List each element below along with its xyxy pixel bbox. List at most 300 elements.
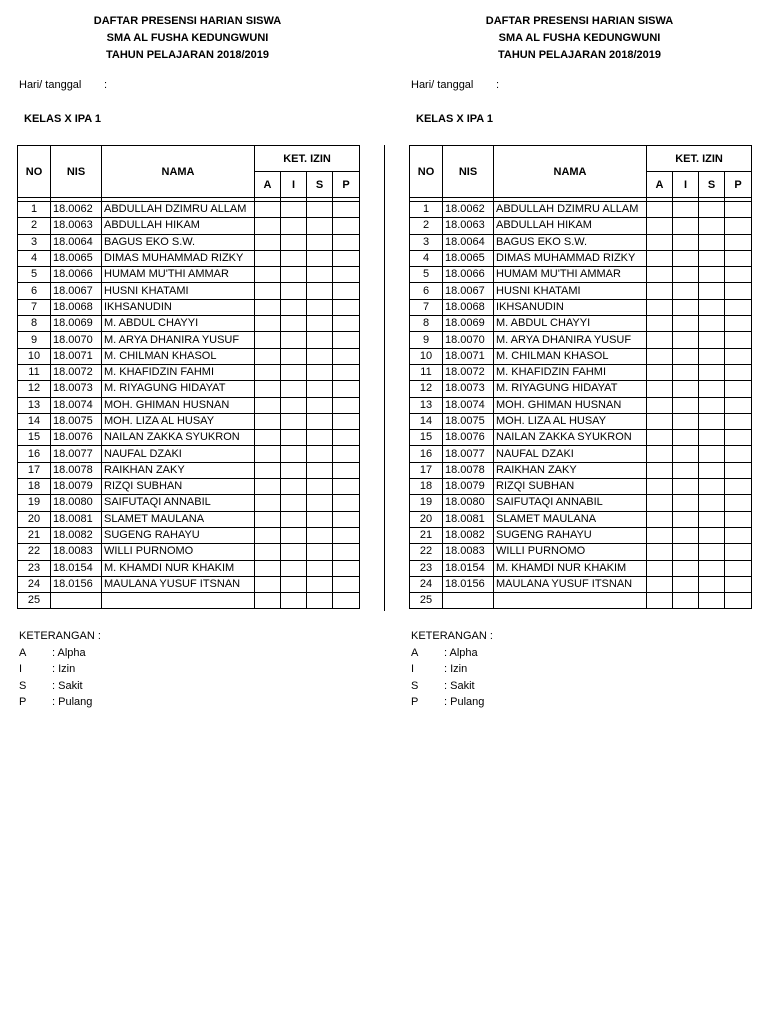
- row-nis: 18.0082: [51, 527, 102, 543]
- row-nama: DIMAS MUHAMMAD RIZKY: [102, 250, 255, 266]
- table-row: [410, 283, 752, 299]
- row-nama: ABDULLAH HIKAM: [494, 218, 647, 234]
- cell-alpha: [255, 250, 281, 266]
- row-nis: 18.0154: [443, 560, 494, 576]
- row-nis: 18.0080: [443, 495, 494, 511]
- table-row: [410, 446, 752, 462]
- cell-alpha: [255, 479, 281, 495]
- cell-pulang: [333, 576, 360, 592]
- cell-alpha: [647, 527, 673, 543]
- row-nis: 18.0079: [51, 479, 102, 495]
- row-nis: 18.0063: [51, 218, 102, 234]
- page-divider-line: [384, 145, 385, 611]
- row-no: 12: [18, 381, 51, 397]
- legend-value: : Izin: [444, 663, 468, 676]
- row-no: 19: [18, 495, 51, 511]
- row-no: 25: [410, 593, 443, 609]
- cell-alpha: [255, 527, 281, 543]
- row-no: 17: [410, 462, 443, 478]
- table-row: [410, 576, 752, 592]
- cell-pulang: [725, 446, 752, 462]
- row-nama: NAILAN ZAKKA SYUKRON: [102, 430, 255, 446]
- cell-izin: [673, 381, 699, 397]
- row-nama: DIMAS MUHAMMAD RIZKY: [494, 250, 647, 266]
- cell-sakit: [699, 397, 725, 413]
- table-row: [410, 218, 752, 234]
- row-nis: 18.0071: [51, 348, 102, 364]
- cell-sakit: [699, 250, 725, 266]
- row-nama: SAIFUTAQI ANNABIL: [102, 495, 255, 511]
- cell-sakit: [699, 316, 725, 332]
- cell-alpha: [255, 413, 281, 429]
- row-nis: 18.0077: [51, 446, 102, 462]
- table-row: [410, 462, 752, 478]
- table-row: [410, 430, 752, 446]
- cell-sakit: [307, 332, 333, 348]
- cell-sakit: [307, 462, 333, 478]
- cell-izin: [281, 462, 307, 478]
- row-nama: M. KHAFIDZIN FAHMI: [494, 364, 647, 380]
- row-nis: 18.0065: [443, 250, 494, 266]
- legend-value: : Sakit: [52, 679, 83, 692]
- cell-alpha: [255, 495, 281, 511]
- cell-pulang: [333, 495, 360, 511]
- cell-sakit: [307, 283, 333, 299]
- legend-value: : Pulang: [444, 696, 485, 709]
- row-no: 5: [410, 267, 443, 283]
- row-no: 3: [410, 234, 443, 250]
- cell-izin: [673, 560, 699, 576]
- row-no: 8: [410, 316, 443, 332]
- row-nama: BAGUS EKO S.W.: [102, 234, 255, 250]
- row-nama: MOH. LIZA AL HUSAY: [494, 413, 647, 429]
- date-label: Hari/ tanggal: [19, 79, 82, 91]
- cell-pulang: [725, 332, 752, 348]
- legend-item: [19, 678, 101, 695]
- row-nis: 18.0075: [443, 413, 494, 429]
- legend-item: [19, 661, 101, 678]
- cell-sakit: [307, 250, 333, 266]
- header-ket-izin: KET. IZIN: [647, 146, 752, 172]
- cell-izin: [281, 560, 307, 576]
- table-row: [18, 299, 360, 315]
- row-no: 18: [410, 479, 443, 495]
- cell-alpha: [647, 202, 673, 218]
- cell-alpha: [647, 446, 673, 462]
- cell-alpha: [255, 283, 281, 299]
- cell-sakit: [307, 364, 333, 380]
- row-no: 6: [410, 283, 443, 299]
- table-row: [18, 348, 360, 364]
- row-nama: MOH. GHIMAN HUSNAN: [102, 397, 255, 413]
- row-no: 1: [18, 202, 51, 218]
- row-nama: RAIKHAN ZAKY: [494, 462, 647, 478]
- row-nama: M. KHAMDI NUR KHAKIM: [494, 560, 647, 576]
- table-row: [410, 234, 752, 250]
- table-row: [410, 332, 752, 348]
- row-nama: NAILAN ZAKKA SYUKRON: [494, 430, 647, 446]
- row-nis: 18.0073: [443, 381, 494, 397]
- cell-alpha: [255, 430, 281, 446]
- cell-pulang: [333, 332, 360, 348]
- table-row: [410, 593, 752, 609]
- table-row: [18, 544, 360, 560]
- cell-alpha: [647, 364, 673, 380]
- table-row: [18, 283, 360, 299]
- cell-alpha: [647, 218, 673, 234]
- cell-sakit: [307, 299, 333, 315]
- table-row: [410, 397, 752, 413]
- row-no: 19: [410, 495, 443, 511]
- row-no: 1: [410, 202, 443, 218]
- cell-sakit: [307, 316, 333, 332]
- legend-value: : Sakit: [444, 679, 475, 692]
- cell-sakit: [699, 560, 725, 576]
- cell-pulang: [725, 479, 752, 495]
- legend-item: [19, 645, 101, 662]
- cell-sakit: [699, 218, 725, 234]
- cell-alpha: [647, 544, 673, 560]
- cell-izin: [281, 299, 307, 315]
- row-nama: ABDULLAH DZIMRU ALLAM: [494, 202, 647, 218]
- cell-izin: [281, 250, 307, 266]
- cell-alpha: [647, 332, 673, 348]
- cell-pulang: [725, 511, 752, 527]
- title-line-1: DAFTAR PRESENSI HARIAN SISWA: [93, 15, 282, 27]
- date-label: Hari/ tanggal: [411, 79, 474, 91]
- cell-sakit: [699, 348, 725, 364]
- row-nis: 18.0078: [51, 462, 102, 478]
- header-pulang: P: [725, 172, 752, 198]
- table-row: [410, 544, 752, 560]
- cell-sakit: [699, 364, 725, 380]
- cell-alpha: [255, 593, 281, 609]
- row-nama: M. ABDUL CHAYYI: [494, 316, 647, 332]
- cell-sakit: [699, 576, 725, 592]
- row-nis: 18.0063: [443, 218, 494, 234]
- table-row: [18, 527, 360, 543]
- attendance-sheet-left: [17, 0, 377, 1024]
- cell-sakit: [307, 430, 333, 446]
- cell-alpha: [647, 316, 673, 332]
- cell-izin: [281, 576, 307, 592]
- cell-pulang: [725, 544, 752, 560]
- row-no: 9: [410, 332, 443, 348]
- cell-pulang: [725, 560, 752, 576]
- cell-izin: [673, 299, 699, 315]
- row-no: 4: [410, 250, 443, 266]
- cell-sakit: [307, 267, 333, 283]
- row-no: 21: [18, 527, 51, 543]
- row-no: 2: [410, 218, 443, 234]
- legend-key: P: [19, 696, 27, 709]
- cell-sakit: [307, 560, 333, 576]
- row-nama: SAIFUTAQI ANNABIL: [494, 495, 647, 511]
- row-nis: 18.0066: [443, 267, 494, 283]
- cell-alpha: [255, 462, 281, 478]
- row-no: 24: [410, 576, 443, 592]
- cell-izin: [281, 446, 307, 462]
- cell-pulang: [725, 267, 752, 283]
- table-row: [18, 364, 360, 380]
- cell-alpha: [647, 576, 673, 592]
- legend-title: KETERANGAN :: [19, 630, 101, 642]
- row-no: 15: [410, 430, 443, 446]
- row-no: 10: [410, 348, 443, 364]
- row-nama: RAIKHAN ZAKY: [102, 462, 255, 478]
- cell-sakit: [699, 527, 725, 543]
- row-no: 22: [410, 544, 443, 560]
- row-nama: RIZQI SUBHAN: [494, 479, 647, 495]
- cell-sakit: [307, 527, 333, 543]
- cell-izin: [673, 479, 699, 495]
- cell-pulang: [725, 202, 752, 218]
- cell-pulang: [333, 267, 360, 283]
- cell-pulang: [725, 250, 752, 266]
- table-row: [410, 479, 752, 495]
- cell-sakit: [699, 267, 725, 283]
- table-row: [410, 527, 752, 543]
- row-no: 7: [410, 299, 443, 315]
- row-no: 11: [410, 364, 443, 380]
- cell-sakit: [307, 446, 333, 462]
- row-no: 5: [18, 267, 51, 283]
- row-no: 16: [18, 446, 51, 462]
- row-nis: 18.0077: [443, 446, 494, 462]
- cell-izin: [281, 544, 307, 560]
- row-nis: 18.0078: [443, 462, 494, 478]
- cell-alpha: [255, 316, 281, 332]
- cell-sakit: [307, 234, 333, 250]
- table-row: [410, 560, 752, 576]
- row-no: 10: [18, 348, 51, 364]
- cell-izin: [673, 527, 699, 543]
- cell-pulang: [725, 283, 752, 299]
- cell-pulang: [333, 348, 360, 364]
- row-nama: HUMAM MU'THI AMMAR: [494, 267, 647, 283]
- cell-pulang: [333, 316, 360, 332]
- table-row: [18, 446, 360, 462]
- row-nama: M. KHAMDI NUR KHAKIM: [102, 560, 255, 576]
- cell-izin: [673, 430, 699, 446]
- cell-sakit: [699, 544, 725, 560]
- row-nis: 18.0062: [51, 202, 102, 218]
- table-row: [410, 202, 752, 218]
- cell-izin: [673, 593, 699, 609]
- row-nama: ABDULLAH DZIMRU ALLAM: [102, 202, 255, 218]
- cell-alpha: [255, 381, 281, 397]
- table-row: [410, 413, 752, 429]
- header-pulang: P: [333, 172, 360, 198]
- row-nis: 18.0074: [51, 397, 102, 413]
- row-no: 23: [410, 560, 443, 576]
- document-title: [409, 13, 750, 64]
- row-nama: HUSNI KHATAMI: [494, 283, 647, 299]
- cell-pulang: [333, 479, 360, 495]
- row-no: 22: [18, 544, 51, 560]
- row-no: 11: [18, 364, 51, 380]
- row-nis: 18.0068: [443, 299, 494, 315]
- cell-izin: [281, 527, 307, 543]
- row-nis: 18.0156: [51, 576, 102, 592]
- cell-izin: [281, 364, 307, 380]
- cell-sakit: [307, 381, 333, 397]
- row-nis: 18.0069: [51, 316, 102, 332]
- cell-sakit: [699, 234, 725, 250]
- cell-izin: [281, 348, 307, 364]
- row-no: 18: [18, 479, 51, 495]
- cell-izin: [281, 511, 307, 527]
- legend-key: I: [19, 663, 23, 676]
- cell-izin: [281, 397, 307, 413]
- cell-pulang: [725, 397, 752, 413]
- cell-pulang: [333, 544, 360, 560]
- cell-sakit: [699, 381, 725, 397]
- cell-sakit: [307, 202, 333, 218]
- cell-izin: [673, 364, 699, 380]
- row-nis: 18.0081: [443, 511, 494, 527]
- table-row: [410, 250, 752, 266]
- document-title: [17, 13, 358, 64]
- row-nama: SUGENG RAHAYU: [102, 527, 255, 543]
- cell-pulang: [725, 218, 752, 234]
- cell-pulang: [333, 397, 360, 413]
- cell-sakit: [307, 576, 333, 592]
- row-no: 2: [18, 218, 51, 234]
- legend-value: : Izin: [52, 663, 76, 676]
- row-nama: M. ABDUL CHAYYI: [102, 316, 255, 332]
- cell-izin: [673, 283, 699, 299]
- legend-item: [411, 694, 493, 711]
- cell-sakit: [699, 332, 725, 348]
- row-nis: 18.0070: [443, 332, 494, 348]
- cell-sakit: [307, 397, 333, 413]
- cell-sakit: [699, 202, 725, 218]
- cell-sakit: [699, 446, 725, 462]
- date-field: [411, 79, 500, 91]
- cell-alpha: [647, 495, 673, 511]
- header-sakit: S: [307, 172, 333, 198]
- cell-alpha: [255, 446, 281, 462]
- row-nama: WILLI PURNOMO: [494, 544, 647, 560]
- cell-pulang: [725, 364, 752, 380]
- cell-sakit: [699, 413, 725, 429]
- cell-izin: [281, 316, 307, 332]
- cell-sakit: [699, 430, 725, 446]
- class-label: KELAS X IPA 1: [416, 113, 494, 125]
- row-no: 8: [18, 316, 51, 332]
- cell-izin: [673, 218, 699, 234]
- row-nama: MOH. LIZA AL HUSAY: [102, 413, 255, 429]
- cell-izin: [281, 413, 307, 429]
- row-nama: MAULANA YUSUF ITSNAN: [494, 576, 647, 592]
- row-nama: M. RIYAGUNG HIDAYAT: [494, 381, 647, 397]
- cell-sakit: [699, 283, 725, 299]
- legend-item: [411, 661, 493, 678]
- table-row: [410, 348, 752, 364]
- cell-pulang: [725, 462, 752, 478]
- row-no: 16: [410, 446, 443, 462]
- cell-izin: [673, 316, 699, 332]
- cell-izin: [673, 250, 699, 266]
- row-no: 24: [18, 576, 51, 592]
- title-line-2: SMA AL FUSHA KEDUNGWUNI: [106, 32, 269, 44]
- row-nama: ABDULLAH HIKAM: [102, 218, 255, 234]
- cell-alpha: [647, 283, 673, 299]
- class-label: KELAS X IPA 1: [24, 113, 102, 125]
- row-no: 20: [18, 511, 51, 527]
- row-no: 21: [410, 527, 443, 543]
- table-row: [18, 560, 360, 576]
- cell-alpha: [255, 202, 281, 218]
- row-nis: 18.0083: [51, 544, 102, 560]
- cell-sakit: [699, 462, 725, 478]
- cell-sakit: [307, 544, 333, 560]
- cell-izin: [281, 593, 307, 609]
- cell-alpha: [255, 218, 281, 234]
- header-nama: NAMA: [494, 146, 647, 198]
- row-nama: M. KHAFIDZIN FAHMI: [102, 364, 255, 380]
- cell-pulang: [333, 413, 360, 429]
- row-no: 14: [410, 413, 443, 429]
- cell-alpha: [647, 299, 673, 315]
- row-nis: 18.0083: [443, 544, 494, 560]
- table-row: [18, 413, 360, 429]
- legend-item: [19, 694, 101, 711]
- table-row: [18, 234, 360, 250]
- row-nama: HUMAM MU'THI AMMAR: [102, 267, 255, 283]
- row-nis: 18.0064: [51, 234, 102, 250]
- row-no: 14: [18, 413, 51, 429]
- cell-pulang: [725, 316, 752, 332]
- row-nis: 18.0069: [443, 316, 494, 332]
- cell-pulang: [333, 381, 360, 397]
- row-nis: 18.0154: [51, 560, 102, 576]
- header-sakit: S: [699, 172, 725, 198]
- cell-sakit: [307, 479, 333, 495]
- row-nama: MOH. GHIMAN HUSNAN: [494, 397, 647, 413]
- row-nama: SLAMET MAULANA: [102, 511, 255, 527]
- title-line-3: TAHUN PELAJARAN 2018/2019: [105, 49, 270, 61]
- cell-pulang: [333, 430, 360, 446]
- row-nis: 18.0064: [443, 234, 494, 250]
- date-colon: :: [496, 79, 500, 91]
- row-no: 23: [18, 560, 51, 576]
- row-nama: M. ARYA DHANIRA YUSUF: [102, 332, 255, 348]
- cell-pulang: [333, 527, 360, 543]
- table-row: [410, 495, 752, 511]
- cell-sakit: [699, 593, 725, 609]
- row-nama: MAULANA YUSUF ITSNAN: [102, 576, 255, 592]
- row-no: 12: [410, 381, 443, 397]
- row-no: 17: [18, 462, 51, 478]
- cell-alpha: [647, 348, 673, 364]
- legend-key: I: [411, 663, 415, 676]
- row-nis: 18.0065: [51, 250, 102, 266]
- cell-izin: [673, 495, 699, 511]
- row-no: 9: [18, 332, 51, 348]
- cell-pulang: [725, 299, 752, 315]
- cell-alpha: [647, 234, 673, 250]
- header-izin: I: [281, 172, 307, 198]
- cell-alpha: [647, 462, 673, 478]
- cell-alpha: [647, 413, 673, 429]
- header-nis: NIS: [51, 146, 102, 198]
- cell-sakit: [699, 495, 725, 511]
- cell-alpha: [255, 560, 281, 576]
- row-nama: SLAMET MAULANA: [494, 511, 647, 527]
- row-nis: 18.0062: [443, 202, 494, 218]
